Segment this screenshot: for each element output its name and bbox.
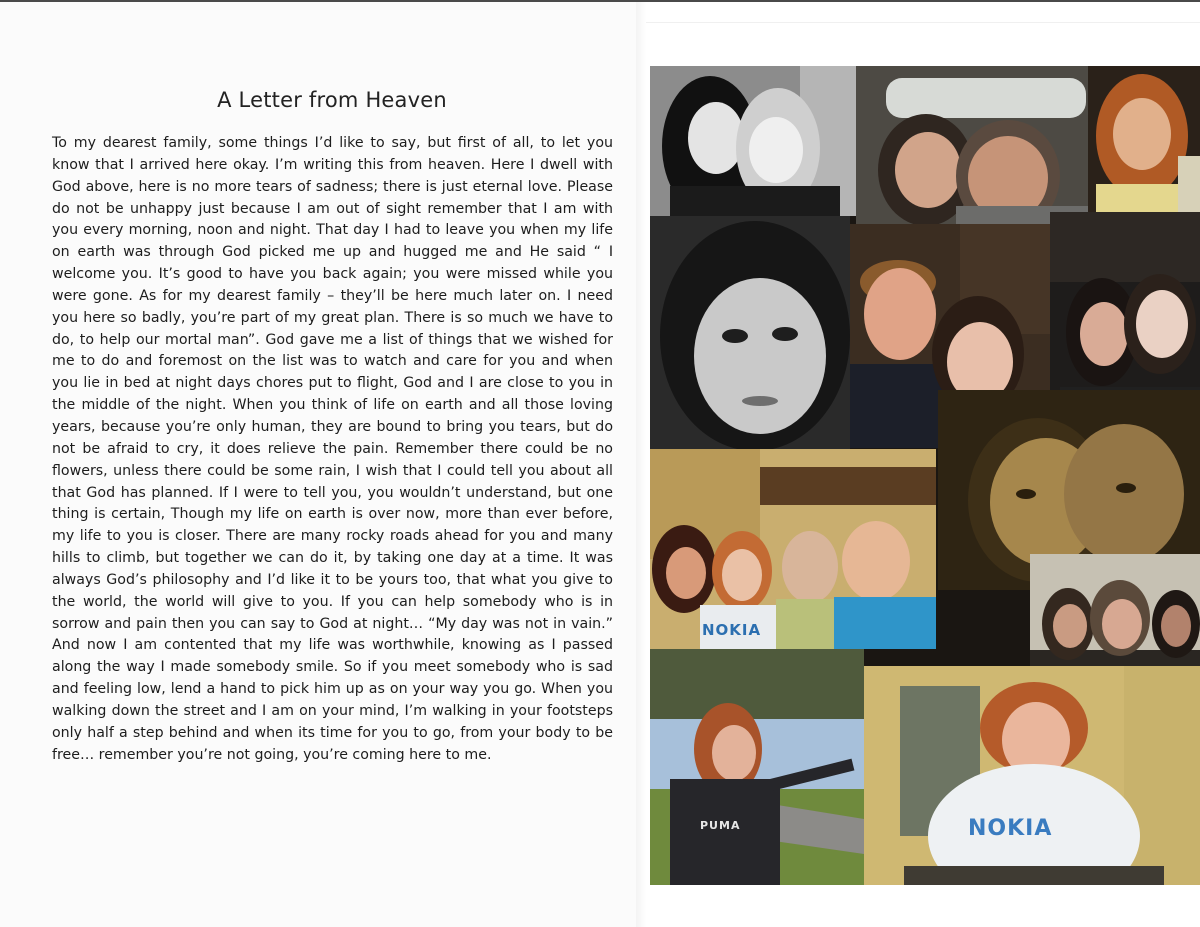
redhead-portrait-image xyxy=(1088,66,1200,212)
photo-two-girls-bw xyxy=(650,66,856,216)
photo-group-of-four xyxy=(650,449,936,649)
page-fold xyxy=(636,2,646,927)
letter-body: To my dearest family, some things I’d like to say, but first of all, to let you know that I arrived here okay. I’m writing this from heaven. Here I dwell with God above, here is no more tears of sadness; there is just eternal love. Please do not be unhappy just because I am out of sight remember that I am with you every morning, noon and night. That day I had to leave you when my life on earth was through God picked me up and hugged me and He said “ I welcome you. It’s good to have you back again; you were missed while you were gone. As for my dearest family – they’ll be here much later on. I need you here so badly, you’re part of my great plan. There is so much we have to do, to help our mortal man”. God gave me a list of things that we wished for me to do and foremost on the list was to watch and care for you and when you lie in bed at night days chores put to flight, God and I are close to you in the middle of the night. When you think of life on earth and all those loving years, because you’re only human, they are bound to bring you tears, but do not be afraid to cry, it does relieve the pain. Remember there could be no flowers, unless there could be some rain, I wish that I could tell you about all that God has planned. If I were to tell you, you wouldn’t understand, but one thing is certain, Though my life on earth is over now, more than ever before, my life to you is closer. There are many rocky roads ahead for you and many hills to climb, but together we can do it, by taking one day at a time. It was always God’s philosophy and I’d like it to be yours too, that what you give to the world, the world will give to you. If you can help somebody who is in sorrow and pain then you can say to God at night… “My day was not in vain.” And now I am contented that my life was worthwhile, knowing as I passed along the way I made somebody smile. So if you meet somebody who is sad and feeling low, lend a hand to pick him up as on your way you go. When you walking down the street and I am on your mind, I’m walking in your footsteps only half a step behind and when its time for you to go, from your body to be free… remember you’re not going, you’re coming here to me. xyxy=(52,135,613,763)
puma-shirt-text: PUMA xyxy=(700,819,741,832)
letter-title: A Letter from Heaven xyxy=(217,88,447,112)
girl-in-chair-image xyxy=(864,666,1200,885)
photo-couple-in-car xyxy=(856,66,1088,224)
photo-girl-in-chair xyxy=(864,666,1200,885)
girl-outdoors-image xyxy=(650,649,864,885)
nokia-shirt-text-2: NOKIA xyxy=(968,816,1053,841)
photo-girl-closeup-bw xyxy=(650,216,850,449)
couple-in-car-image xyxy=(856,66,1088,224)
girl-closeup-image xyxy=(650,216,850,449)
photo-redhead-portrait xyxy=(1088,66,1200,212)
group-of-four-image xyxy=(650,449,936,649)
photo-collage xyxy=(650,66,1200,885)
nokia-shirt-text-1: NOKIA xyxy=(702,621,762,639)
photo-girl-outdoors xyxy=(650,649,864,885)
two-girls-image xyxy=(650,66,856,216)
